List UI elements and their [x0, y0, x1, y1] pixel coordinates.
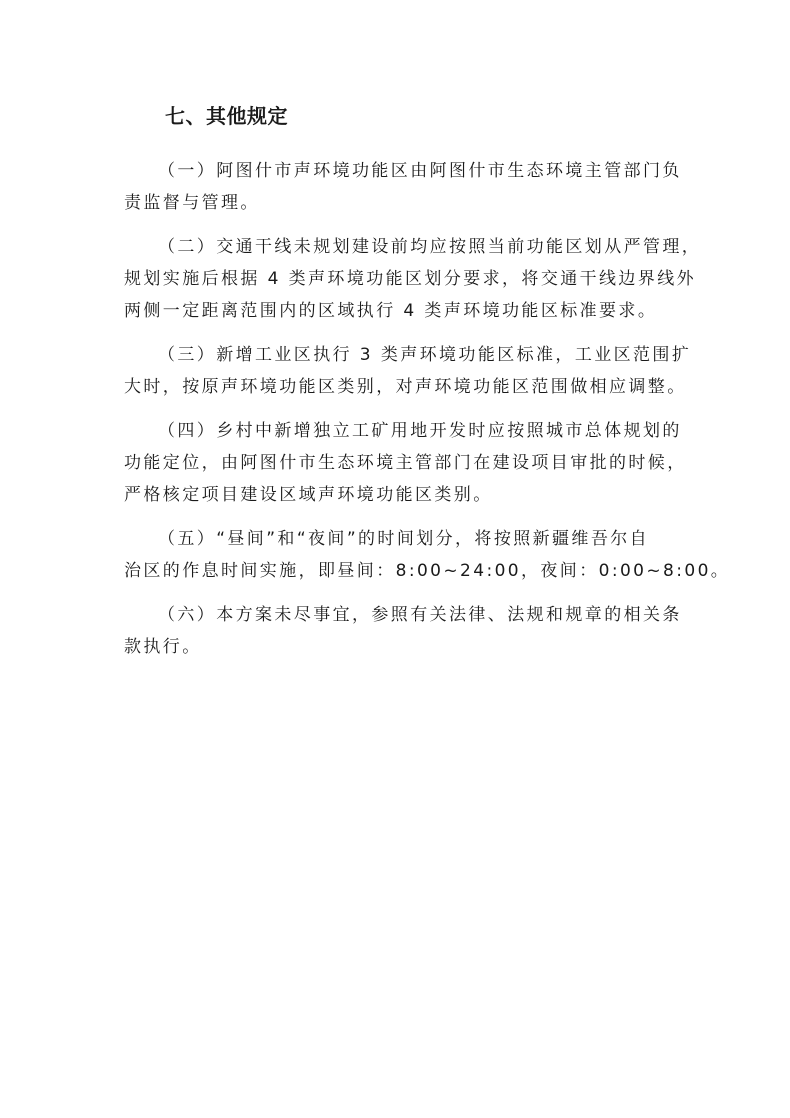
paragraph-line: 治区的作息时间实施，即昼间：8:00~24:00，夜间：0:00~8:00。 — [124, 561, 731, 581]
paragraph-line: 严格核定项目建设区域声环境功能区类别。 — [124, 485, 493, 505]
paragraph-line: （四）乡村中新增独立工矿用地开发时应按照城市总体规划的 — [158, 421, 682, 441]
paragraph-line: （二）交通干线未规划建设前均应按照当前功能区划从严管理， — [158, 237, 702, 257]
paragraph-line: 功能定位，由阿图什市生态环境主管部门在建设项目审批的时候， — [124, 453, 687, 473]
paragraph-6 — [124, 599, 680, 663]
paragraph-2 — [124, 231, 702, 327]
paragraph-line: （一）阿图什市声环境功能区由阿图什市生态环境主管部门负 — [158, 161, 682, 181]
paragraph-line: （六）本方案未尽事宜，参照有关法律、法规和规章的相关条 — [158, 605, 682, 625]
paragraph-line: 责监督与管理。 — [124, 193, 260, 213]
section-body — [124, 155, 731, 663]
paragraph-line: 规划实施后根据 4 类声环境功能区划分要求，将交通干线边界线外 — [124, 269, 697, 289]
paragraph-5 — [124, 523, 731, 587]
paragraph-3 — [124, 339, 692, 403]
paragraph-line: （三）新增工业区执行 3 类声环境功能区标准，工业区范围扩 — [158, 345, 692, 365]
paragraph-line: 两侧一定距离范围内的区域执行 4 类声环境功能区标准要求。 — [124, 301, 658, 321]
paragraph-1 — [124, 155, 680, 219]
paragraph-line: （五）“昼间”和“夜间”的时间划分，将按照新疆维吾尔自 — [158, 529, 650, 549]
paragraph-4 — [124, 415, 687, 511]
section-title: 七、其他规定 — [165, 104, 288, 128]
paragraph-line: 款执行。 — [124, 637, 202, 657]
paragraph-line: 大时，按原声环境功能区类别，对声环境功能区范围做相应调整。 — [124, 377, 687, 397]
